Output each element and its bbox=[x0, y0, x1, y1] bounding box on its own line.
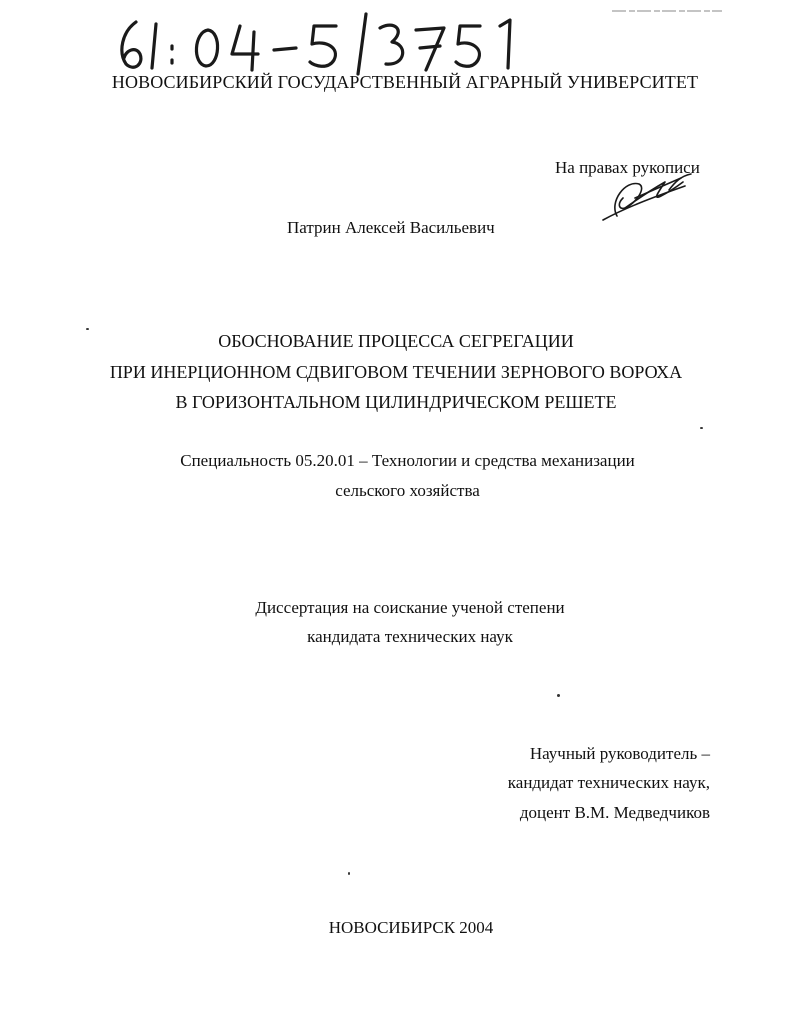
dissertation-line: Диссертация на соискание ученой степени bbox=[255, 598, 565, 617]
rights-note: На правах рукописи bbox=[555, 158, 700, 177]
author-name: Патрин Алексей Васильевич bbox=[287, 218, 495, 237]
scan-mark bbox=[612, 10, 722, 12]
university-name: НОВОСИБИРСКИЙ ГОСУДАРСТВЕННЫЙ АГРАРНЫЙ УНИВЕРСИТЕТ bbox=[111, 72, 699, 92]
specialty-line: сельского хозяйства bbox=[335, 481, 480, 500]
scan-speck bbox=[557, 694, 560, 697]
dissertation-line: кандидата технических наук bbox=[307, 627, 513, 646]
supervisor-line: кандидат технических наук, bbox=[507, 773, 710, 792]
specialty-line: Специальность 05.20.01 – Технологии и средства механизации bbox=[180, 451, 635, 470]
title-line: ПРИ ИНЕРЦИОННОМ СДВИГОВОМ ТЕЧЕНИИ ЗЕРНОВОГО ВОРОХА bbox=[109, 362, 683, 382]
scan-speck bbox=[348, 872, 350, 875]
handwritten-signature bbox=[595, 168, 705, 223]
handwritten-catalog-code bbox=[108, 8, 528, 78]
scan-speck bbox=[700, 427, 703, 429]
signature-drawing bbox=[595, 168, 705, 223]
title-line: В ГОРИЗОНТАЛЬНОМ ЦИЛИНДРИЧЕСКОМ РЕШЕТЕ bbox=[175, 392, 617, 412]
city-year: НОВОСИБИРСК 2004 bbox=[328, 918, 494, 937]
handwritten-code-drawing bbox=[108, 8, 528, 78]
scan-speck bbox=[86, 328, 89, 330]
title-line: ОБОСНОВАНИЕ ПРОЦЕССА СЕГРЕГАЦИИ bbox=[218, 331, 574, 351]
supervisor-line: Научный руководитель – bbox=[529, 744, 710, 763]
supervisor-line: доцент В.М. Медведчиков bbox=[519, 803, 710, 822]
